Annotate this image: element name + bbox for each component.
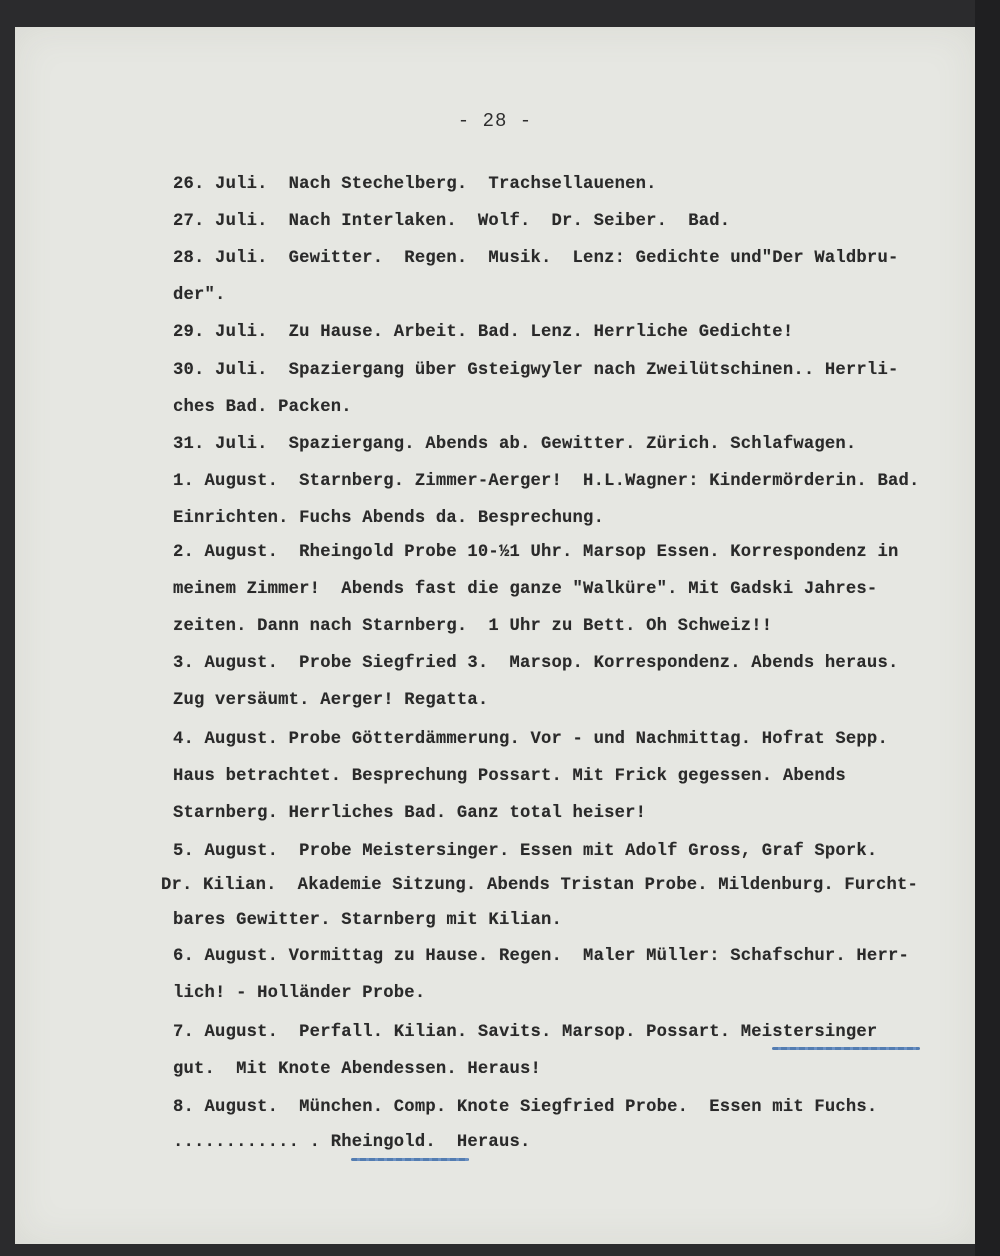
text-line: ches Bad. Packen. (173, 398, 352, 417)
handwritten-underline (351, 1158, 469, 1161)
text-line: ............ . Rheingold. Heraus. (173, 1133, 531, 1152)
text-line: Einrichten. Fuchs Abends da. Besprechung. (173, 509, 605, 528)
text-line: gut. Mit Knote Abendessen. Heraus! (173, 1060, 541, 1079)
text-line: 30. Juli. Spaziergang über Gsteigwyler nach Zweilütschinen.. Herrli- (173, 361, 899, 380)
text-line: Dr. Kilian. Akademie Sitzung. Abends Tristan Probe. Mildenburg. Furcht- (161, 876, 919, 895)
text-line: der". (173, 286, 226, 305)
text-line: Zug versäumt. Aerger! Regatta. (173, 691, 489, 710)
text-line: 31. Juli. Spaziergang. Abends ab. Gewitter. Zürich. Schlafwagen. (173, 435, 857, 454)
text-line: 26. Juli. Nach Stechelberg. Trachsellauenen. (173, 175, 657, 194)
text-line: bares Gewitter. Starnberg mit Kilian. (173, 911, 563, 930)
text-line: zeiten. Dann nach Starnberg. 1 Uhr zu Bett. Oh Schweiz!! (173, 617, 773, 636)
text-line: lich! - Holländer Probe. (173, 984, 426, 1003)
text-line: 2. August. Rheingold Probe 10-½1 Uhr. Marsop Essen. Korrespondenz in (173, 543, 899, 562)
text-line: 27. Juli. Nach Interlaken. Wolf. Dr. Seiber. Bad. (173, 212, 731, 231)
text-line: 3. August. Probe Siegfried 3. Marsop. Korrespondenz. Abends heraus. (173, 654, 899, 673)
text-line: 29. Juli. Zu Hause. Arbeit. Bad. Lenz. Herrliche Gedichte! (173, 323, 794, 342)
handwritten-underline (772, 1047, 920, 1050)
page-number: - 28 - (457, 110, 533, 132)
text-line: 1. August. Starnberg. Zimmer-Aerger! H.L.Wagner: Kindermörderin. Bad. (173, 472, 920, 491)
text-line: 6. August. Vormittag zu Hause. Regen. Maler Müller: Schafschur. Herr- (173, 947, 909, 966)
text-line: 5. August. Probe Meistersinger. Essen mit Adolf Gross, Graf Spork. (173, 842, 878, 861)
text-line: 4. August. Probe Götterdämmerung. Vor - und Nachmittag. Hofrat Sepp. (173, 730, 888, 749)
text-line: 7. August. Perfall. Kilian. Savits. Marsop. Possart. Meistersinger (173, 1023, 878, 1042)
background-edge (975, 0, 1000, 1256)
text-line: 8. August. München. Comp. Knote Siegfried Probe. Essen mit Fuchs. (173, 1098, 878, 1117)
typewritten-page (15, 27, 975, 1244)
text-line: Haus betrachtet. Besprechung Possart. Mit Frick gegessen. Abends (173, 767, 846, 786)
text-line: 28. Juli. Gewitter. Regen. Musik. Lenz: Gedichte und"Der Waldbru- (173, 249, 899, 268)
text-line: Starnberg. Herrliches Bad. Ganz total heiser! (173, 804, 647, 823)
text-line: meinem Zimmer! Abends fast die ganze "Walküre". Mit Gadski Jahres- (173, 580, 878, 599)
